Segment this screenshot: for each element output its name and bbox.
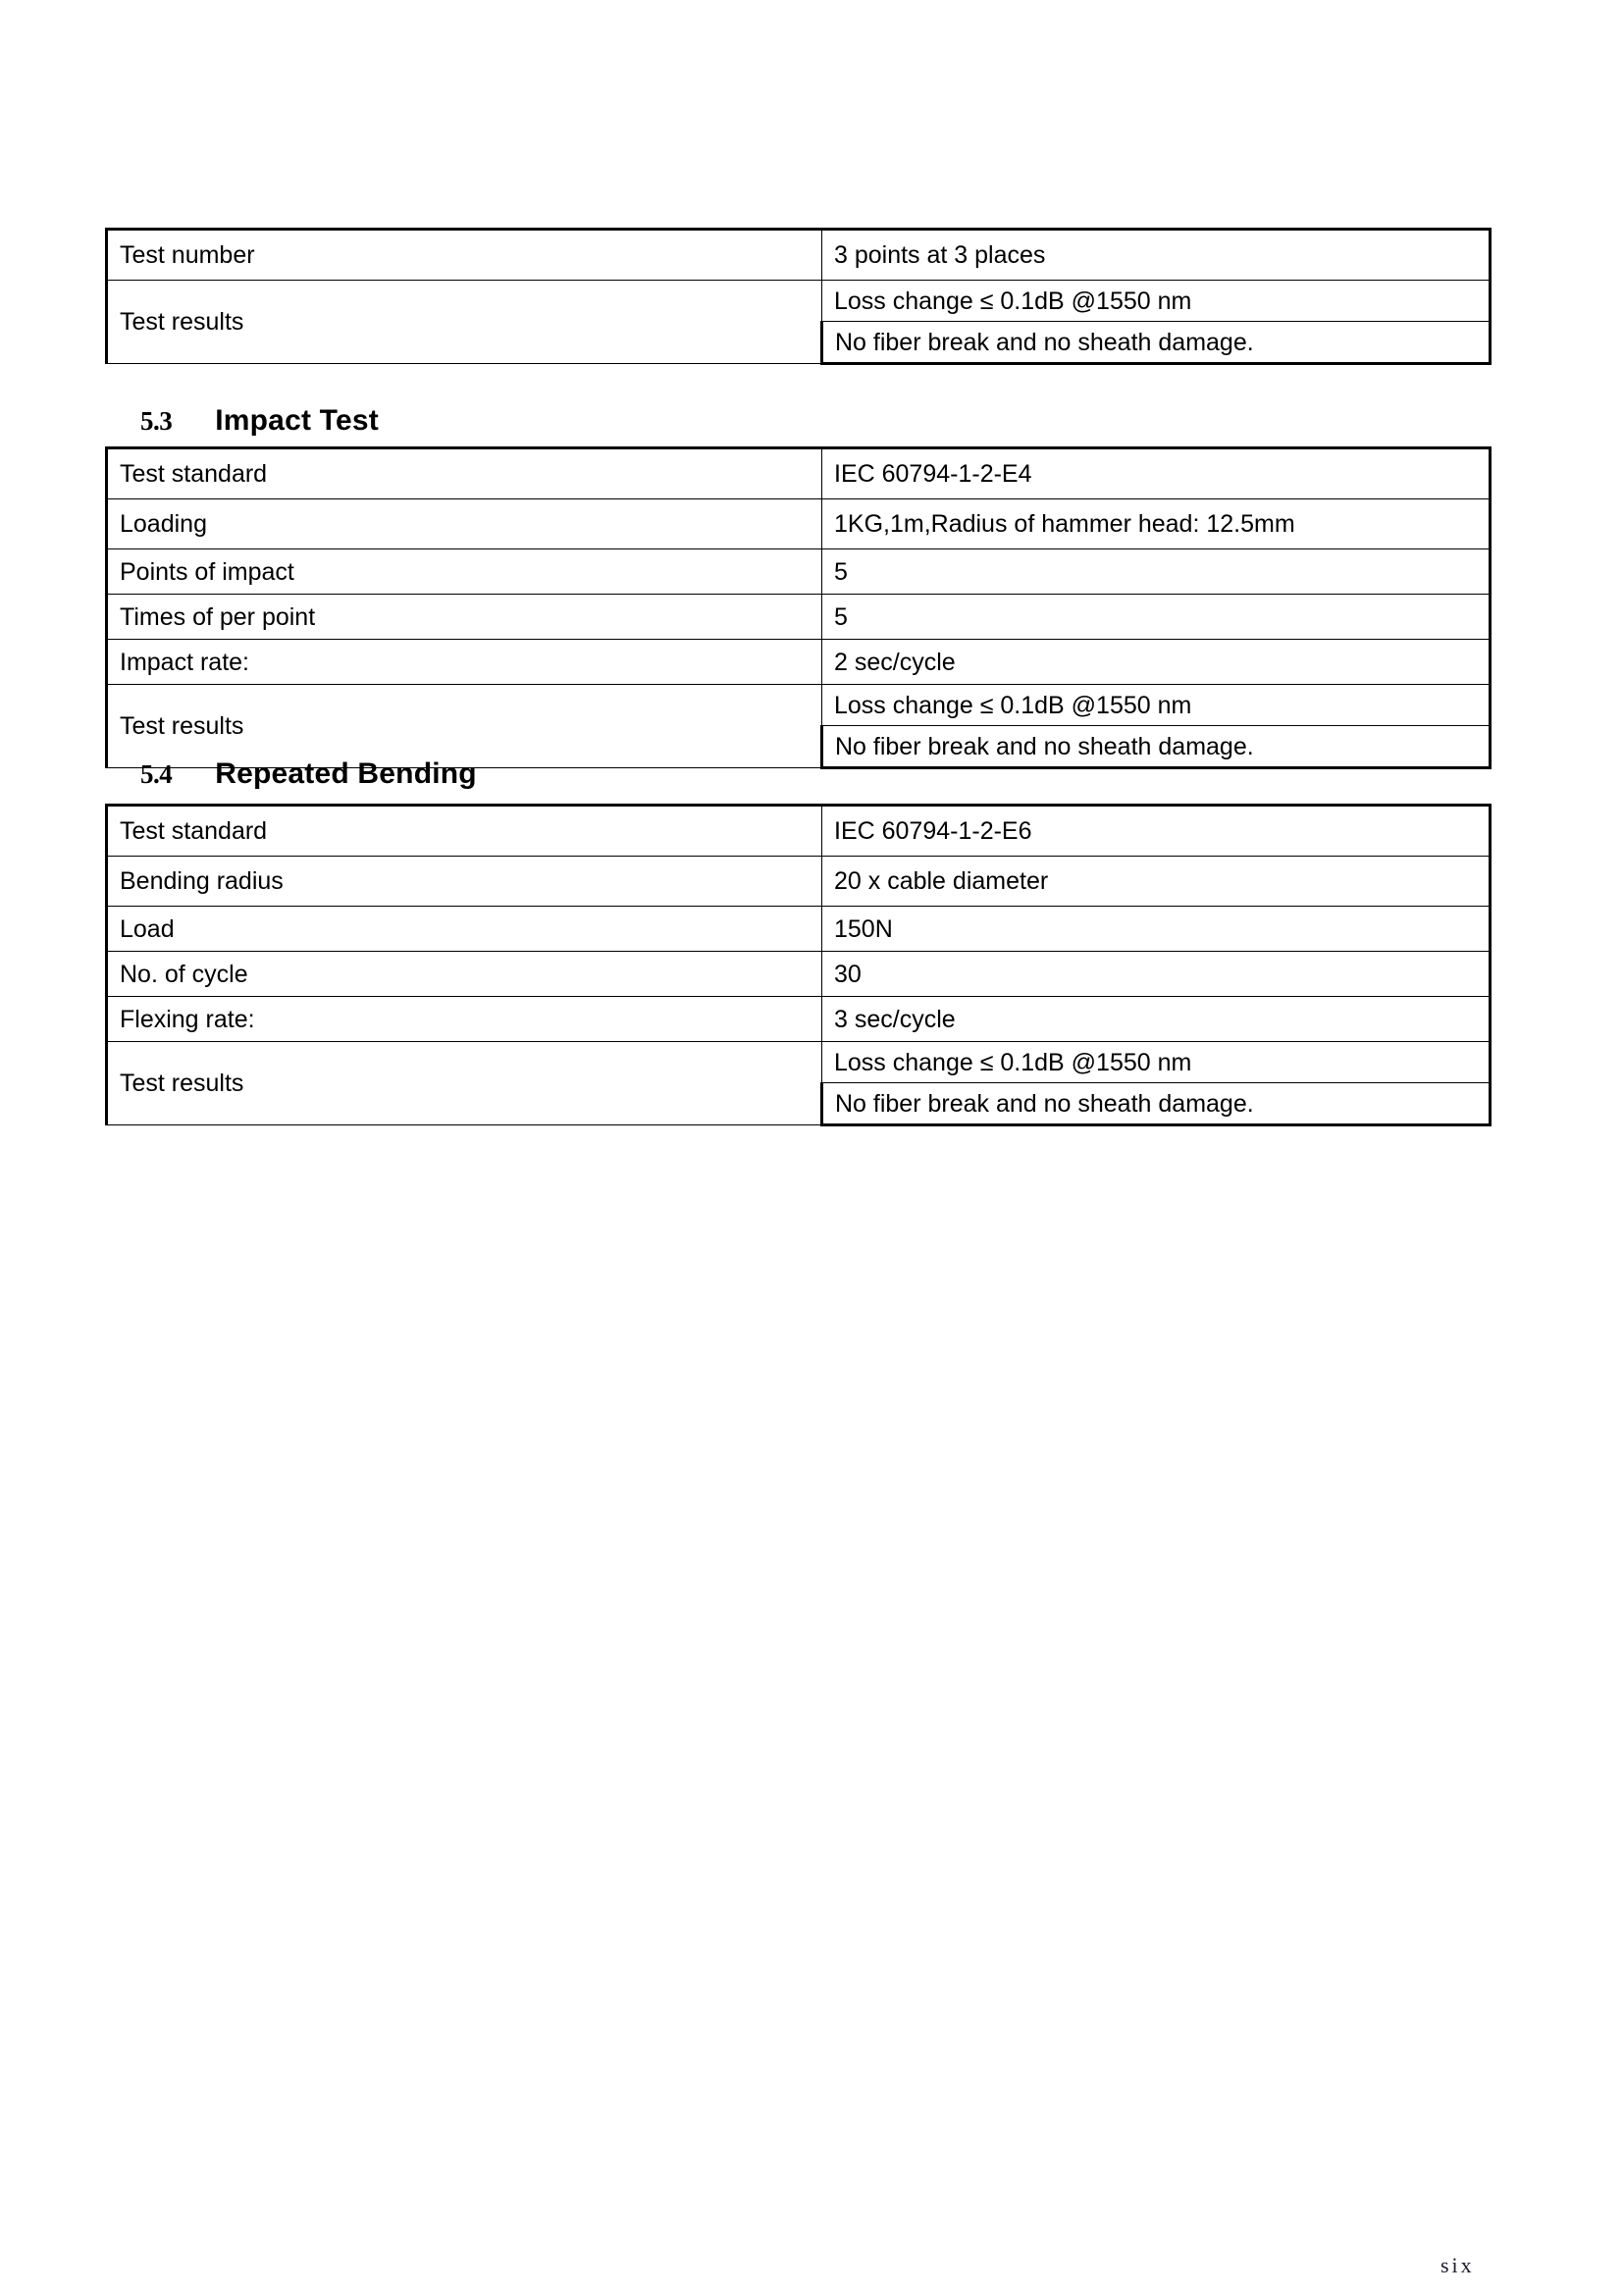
- row-label-test-results: Test results: [107, 1042, 822, 1125]
- section-title: Repeated Bending: [215, 757, 477, 790]
- row-value-no-fiber-break: No fiber break and no sheath damage.: [822, 322, 1491, 364]
- row-label-loading: Loading: [107, 499, 822, 549]
- row-label-flexing-rate: Flexing rate:: [107, 997, 822, 1042]
- row-label-test-results: Test results: [107, 281, 822, 364]
- row-value-loading: 1KG,1m,Radius of hammer head: 12.5mm: [822, 499, 1491, 549]
- table-row: [107, 907, 1491, 952]
- row-value-loss-change: Loss change ≤ 0.1dB @1550 nm: [822, 685, 1491, 726]
- table-row: [107, 806, 1491, 857]
- table-row: [107, 499, 1491, 549]
- table-row: [107, 281, 1491, 322]
- row-value-flexing-rate: 3 sec/cycle: [822, 997, 1491, 1042]
- table-impact-test: [105, 446, 1492, 769]
- row-value-no-fiber-break: No fiber break and no sheath damage.: [822, 1083, 1491, 1125]
- row-value-no-fiber-break: No fiber break and no sheath damage.: [822, 726, 1491, 768]
- section-heading-impact-test: [140, 404, 379, 438]
- table-row: [107, 1042, 1491, 1083]
- table-row: [107, 857, 1491, 907]
- row-label-test-standard: Test standard: [107, 448, 822, 499]
- table-row: [107, 685, 1491, 726]
- row-value-bending-radius: 20 x cable diameter: [822, 857, 1491, 907]
- row-value-test-number: 3 points at 3 places: [822, 230, 1491, 281]
- row-label-points-of-impact: Points of impact: [107, 549, 822, 595]
- row-label-test-results: Test results: [107, 685, 822, 768]
- table-row: [107, 230, 1491, 281]
- table-row: [107, 640, 1491, 685]
- row-value-no-of-cycle: 30: [822, 952, 1491, 997]
- row-value-test-standard: IEC 60794-1-2-E4: [822, 448, 1491, 499]
- section-number: 5.3: [140, 406, 173, 436]
- table-row: [107, 448, 1491, 499]
- row-label-bending-radius: Bending radius: [107, 857, 822, 907]
- row-label-load: Load: [107, 907, 822, 952]
- row-value-times-of-per-point: 5: [822, 595, 1491, 640]
- row-value-test-standard: IEC 60794-1-2-E6: [822, 806, 1491, 857]
- table-row: [107, 549, 1491, 595]
- row-value-loss-change: Loss change ≤ 0.1dB @1550 nm: [822, 281, 1491, 322]
- table-row: [107, 997, 1491, 1042]
- row-value-impact-rate: 2 sec/cycle: [822, 640, 1491, 685]
- row-label-test-number: Test number: [107, 230, 822, 281]
- row-value-load: 150N: [822, 907, 1491, 952]
- row-label-no-of-cycle: No. of cycle: [107, 952, 822, 997]
- row-value-loss-change: Loss change ≤ 0.1dB @1550 nm: [822, 1042, 1491, 1083]
- section-heading-repeated-bending: [140, 757, 477, 791]
- table-row: [107, 952, 1491, 997]
- table-repeated-bending: [105, 804, 1492, 1126]
- table-continuation: [105, 228, 1492, 365]
- row-label-times-of-per-point: Times of per point: [107, 595, 822, 640]
- section-number: 5.4: [140, 759, 173, 789]
- row-label-impact-rate: Impact rate:: [107, 640, 822, 685]
- row-value-points-of-impact: 5: [822, 549, 1491, 595]
- row-label-test-standard: Test standard: [107, 806, 822, 857]
- section-title: Impact Test: [215, 404, 379, 437]
- table-row: [107, 595, 1491, 640]
- page-marker: six: [1440, 2253, 1475, 2277]
